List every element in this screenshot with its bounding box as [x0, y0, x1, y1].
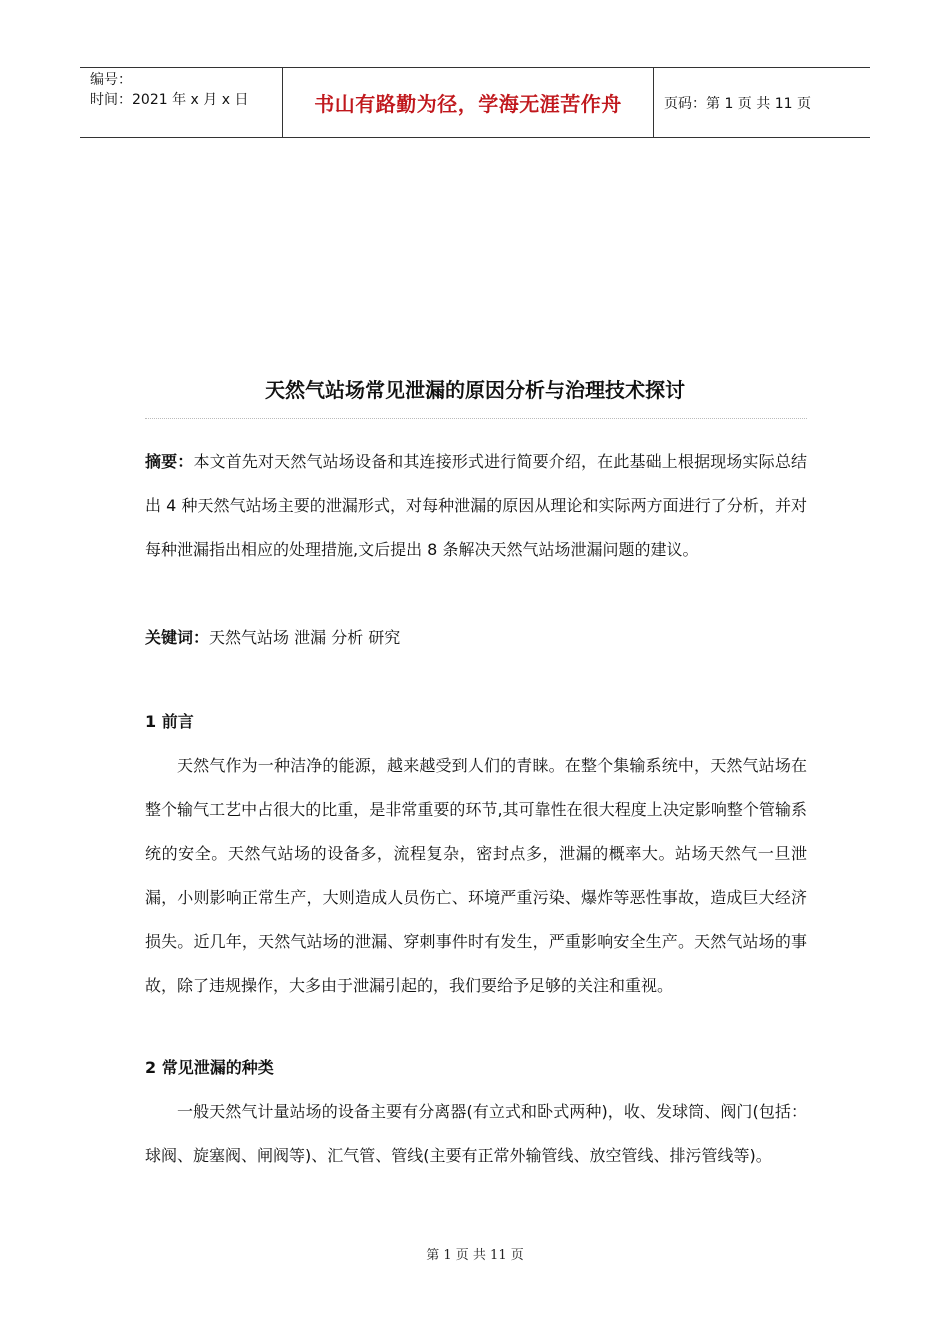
keywords-paragraph	[145, 616, 807, 660]
section-body: 一般天然气计量站场的设备主要有分离器(有立式和卧式两种)，收、发球筒、阀门(包括：球阀、旋塞阀、闸阀等)、汇气管、管线(主要有正常外输管线、放空管线、排污管线等)。	[145, 1102, 807, 1165]
keywords-text: 天然气站场 泄漏 分析 研究	[209, 628, 401, 647]
spacer	[145, 1008, 807, 1046]
number-label: 编号：	[90, 72, 132, 88]
header-table	[80, 67, 870, 138]
section-heading: 2 常见泄漏的种类	[145, 1058, 274, 1077]
header-page-info: 页码：第 1 页 共 11 页	[664, 95, 811, 112]
abstract-label: 摘要：	[145, 452, 194, 471]
document-title: 天然气站场常见泄漏的原因分析与治理技术探讨	[265, 378, 685, 402]
header-motto: 书山有路勤为径，学海无涯苦作舟	[282, 68, 654, 137]
abstract-text: 本文首先对天然气站场设备和其连接形式进行简要介绍，在此基础上根据现场实际总结出 4 种天然气站场主要的泄漏形式，对每种泄漏的原因从理论和实际两方面进行了分析，并对每种泄漏指出相应的处理措施,文后提出 8 条解决天然气站场泄漏问题的建议。	[145, 452, 807, 559]
document-body	[145, 440, 807, 1178]
section-body: 天然气作为一种洁净的能源，越来越受到人们的青睐。在整个集输系统中，天然气站场在整个输气工艺中占很大的比重，是非常重要的环节,其可靠性在很大程度上决定影响整个管输系统的安全。天然气站场的设备多，流程复杂，密封点多，泄漏的概率大。站场天然气一旦泄漏，小则影响正常生产，大则造成人员伤亡、环境严重污染、爆炸等恶性事故，造成巨大经济损失。近几年，天然气站场的泄漏、穿刺事件时有发生，严重影响安全生产。天然气站场的事故，除了违规操作，大多由于泄漏引起的，我们要给予足够的关注和重视。	[145, 756, 807, 995]
spacer	[145, 660, 807, 700]
keywords-label: 关键词：	[145, 628, 210, 647]
page-footer: 第 1 页 共 11 页	[426, 1248, 524, 1263]
time-label: 时间：2021 年 x 月 x 日	[90, 92, 249, 108]
spacer	[145, 572, 807, 616]
title-divider	[145, 418, 807, 419]
section-heading: 1 前言	[145, 712, 194, 731]
abstract-paragraph	[145, 440, 807, 572]
header-info-cell	[80, 68, 282, 137]
